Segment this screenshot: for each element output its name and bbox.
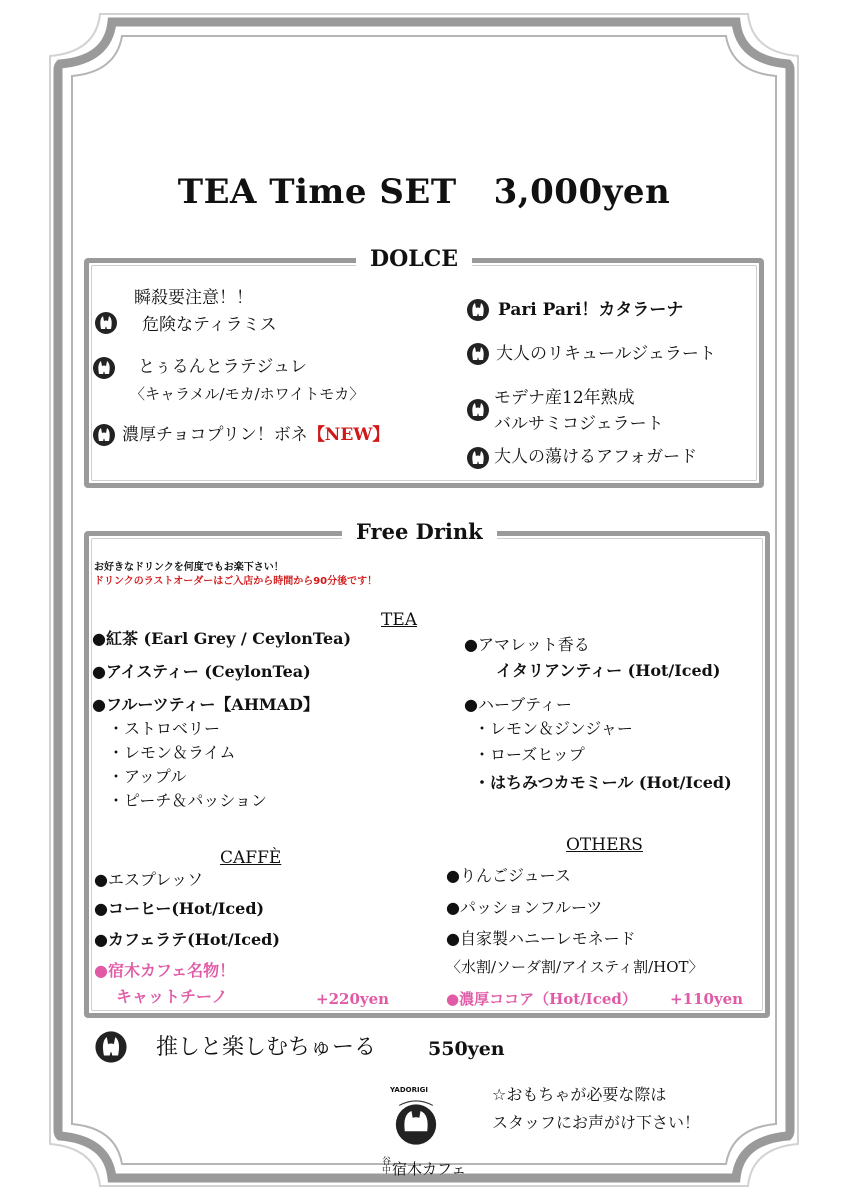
- churu-price: 550yen: [428, 1038, 505, 1060]
- tea-item: ●紅茶 (Earl Grey / CeylonTea): [92, 629, 352, 648]
- tea-item: ●ハーブティー: [464, 695, 572, 714]
- tea-flavor: ・アップル: [108, 767, 187, 786]
- free-drink-heading: Free Drink: [342, 517, 497, 547]
- dolce-item-6-line1: モデナ産12年熟成: [494, 388, 635, 408]
- cat-icon: [466, 398, 490, 422]
- cat-logo-icon: [388, 1090, 444, 1150]
- caffe-section-label: CAFFÈ: [220, 848, 282, 868]
- tea-item: ●アイスティー (CeylonTea): [92, 662, 311, 681]
- cat-icon: [466, 342, 490, 366]
- others-special: ●濃厚ココア（Hot/Iced）: [446, 990, 637, 1008]
- dolce-item-3: [122, 424, 389, 446]
- caffe-special-line1: ●宿木カフェ名物！: [94, 961, 236, 980]
- dolce-item-2-line2: 〈キャラメル/モカ/ホワイトモカ〉: [130, 385, 365, 403]
- others-item: ●りんごジュース: [446, 866, 571, 885]
- caffe-item: ●コーヒー(Hot/Iced): [94, 899, 265, 918]
- caffe-item: ●エスプレッソ: [94, 870, 204, 889]
- others-item: ●自家製ハニーレモネード: [446, 929, 636, 948]
- dolce-item-2-line1: とぅるんとラテジュレ: [138, 357, 307, 377]
- tea-flavor: ・ローズヒップ: [474, 745, 585, 764]
- others-section-label: OTHERS: [566, 835, 643, 855]
- cat-icon: [466, 298, 490, 322]
- drink-note-2: ドリンクのラストオーダーはご入店から時間から90分後です！: [94, 576, 378, 587]
- tea-flavor: ・ピーチ＆パッション: [108, 791, 268, 810]
- drink-note-1: お好きなドリンクを何度でもお楽下さい！: [94, 562, 284, 573]
- cafe-logo: [366, 1086, 466, 1186]
- dolce-item-4: Pari Pari！カタラーナ: [498, 300, 684, 320]
- caffe-item: ●カフェラテ(Hot/Iced): [94, 930, 280, 949]
- cat-icon: [466, 446, 490, 470]
- tea-flavor: ・ストロベリー: [108, 719, 221, 738]
- others-item-sub: 〈水割/ソーダ割/アイスティ割/HOT〉: [446, 958, 704, 976]
- tea-section-label: TEA: [381, 610, 418, 630]
- tea-item: ●フルーツティー【AHMAD】: [92, 695, 319, 714]
- dolce-item-5: 大人のリキュールジェラート: [496, 344, 716, 364]
- caffe-special-line2: キャットチーノ: [116, 987, 228, 1006]
- dolce-item-7: 大人の蕩けるアフォガード: [494, 447, 698, 467]
- cat-icon: [94, 311, 118, 335]
- logo-name: 宿木カフェ: [392, 1160, 467, 1178]
- logo-top-text: YADORIGI: [390, 1086, 428, 1094]
- logo-side-text: 谷中: [380, 1156, 390, 1174]
- dolce-item-1-line2: 危険なティラミス: [142, 315, 277, 335]
- toy-note-line2: スタッフにお声がけ下さい！: [492, 1113, 701, 1132]
- cat-icon: [92, 423, 116, 447]
- dolce-item-1-line1: 瞬殺要注意！！: [134, 288, 253, 308]
- others-special-price: +110yen: [670, 990, 744, 1008]
- churu-label: 推しと楽しむちゅーる: [156, 1035, 377, 1060]
- new-badge: 【NEW】: [307, 425, 390, 445]
- dolce-heading: DOLCE: [356, 244, 472, 274]
- toy-note-line1: ☆おもちゃが必要な際は: [492, 1085, 667, 1104]
- tea-flavor: ・はちみつカモミール (Hot/Iced): [474, 773, 732, 792]
- cat-icon: [94, 1030, 128, 1064]
- others-item: ●パッションフルーツ: [446, 898, 603, 917]
- dolce-item-6-line2: バルサミコジェラート: [494, 414, 664, 434]
- tea-item: ●アマレット香る: [464, 635, 590, 654]
- caffe-special-price: +220yen: [316, 990, 390, 1008]
- cat-icon: [92, 356, 116, 380]
- page-title: TEA Time SET 3,000yen: [177, 172, 671, 212]
- tea-flavor: ・レモン＆ライム: [108, 743, 236, 762]
- tea-item: イタリアンティー (Hot/Iced): [496, 661, 721, 680]
- tea-flavor: ・レモン＆ジンジャー: [474, 719, 633, 738]
- dolce-item-3-label: 濃厚チョコプリン！ボネ: [122, 425, 308, 445]
